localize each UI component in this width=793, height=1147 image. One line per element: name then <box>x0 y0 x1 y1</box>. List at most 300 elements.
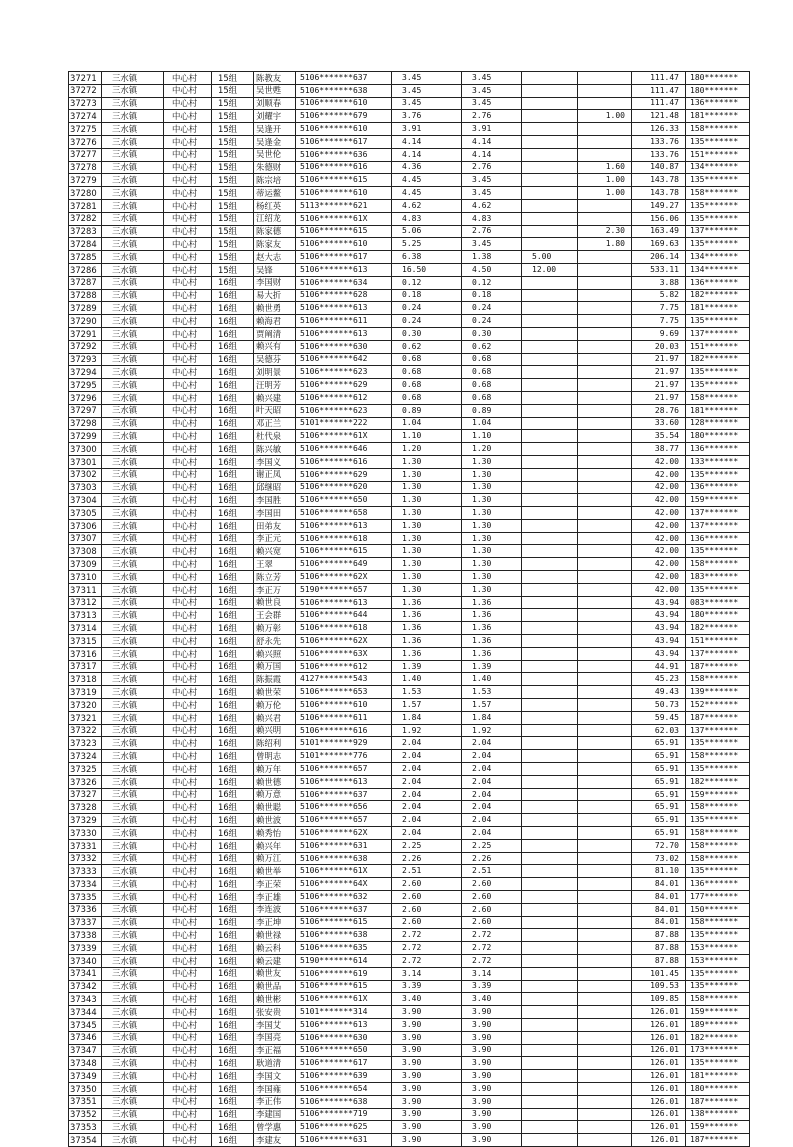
cell-serial-number: 37323 <box>69 737 102 750</box>
cell-group: 15组 <box>212 199 254 212</box>
cell-area-a: 3.45 <box>462 238 522 251</box>
cell-id-number: 5106*******613 <box>296 302 392 315</box>
cell-serial-number: 37322 <box>69 724 102 737</box>
cell-area-a: 1.92 <box>462 724 522 737</box>
cell-amount: 42.00 <box>632 481 686 494</box>
cell-total-area: 3.45 <box>392 84 462 97</box>
table-row <box>69 878 750 891</box>
cell-id-number: 5106*******611 <box>296 711 392 724</box>
cell-area-b <box>522 647 578 660</box>
cell-serial-number: 37271 <box>69 72 102 85</box>
cell-area-c <box>578 507 632 520</box>
cell-phone: 137******* <box>686 724 750 737</box>
cell-group: 16组 <box>212 827 254 840</box>
cell-id-number: 5106*******635 <box>296 942 392 955</box>
cell-town: 三水镇 <box>102 814 164 827</box>
cell-name: 刘明景 <box>254 366 296 379</box>
cell-id-number: 5106*******615 <box>296 225 392 238</box>
cell-town: 三水镇 <box>102 647 164 660</box>
cell-serial-number: 37345 <box>69 1018 102 1031</box>
cell-name: 赖兴有 <box>254 340 296 353</box>
cell-serial-number: 37306 <box>69 519 102 532</box>
cell-village: 中心村 <box>164 135 212 148</box>
cell-id-number: 5106*******613 <box>296 519 392 532</box>
cell-amount: 21.97 <box>632 353 686 366</box>
cell-total-area: 5.06 <box>392 225 462 238</box>
cell-village: 中心村 <box>164 686 212 699</box>
cell-town: 三水镇 <box>102 391 164 404</box>
cell-amount: 87.88 <box>632 929 686 942</box>
table-row <box>69 788 750 801</box>
cell-area-c <box>578 724 632 737</box>
cell-amount: 42.00 <box>632 545 686 558</box>
cell-group: 16组 <box>212 468 254 481</box>
data-sheet <box>68 71 750 1147</box>
cell-total-area: 1.30 <box>392 507 462 520</box>
cell-total-area: 1.36 <box>392 647 462 660</box>
table-row <box>69 366 750 379</box>
cell-amount: 42.00 <box>632 455 686 468</box>
cell-phone: 158******* <box>686 391 750 404</box>
cell-total-area: 0.68 <box>392 379 462 392</box>
cell-phone: 137******* <box>686 519 750 532</box>
cell-total-area: 0.24 <box>392 302 462 315</box>
cell-area-b <box>522 199 578 212</box>
cell-area-c <box>578 443 632 456</box>
cell-phone: 136******* <box>686 97 750 110</box>
cell-name: 田弟友 <box>254 519 296 532</box>
cell-group: 15组 <box>212 263 254 276</box>
cell-id-number: 5106*******616 <box>296 455 392 468</box>
cell-serial-number: 37331 <box>69 839 102 852</box>
cell-name: 刘顺春 <box>254 97 296 110</box>
cell-phone: 189******* <box>686 1018 750 1031</box>
cell-total-area: 3.90 <box>392 1095 462 1108</box>
cell-village: 中心村 <box>164 750 212 763</box>
table-row <box>69 609 750 622</box>
cell-area-c <box>578 1095 632 1108</box>
cell-id-number: 5106*******618 <box>296 622 392 635</box>
cell-name: 李国财 <box>254 276 296 289</box>
cell-area-c <box>578 571 632 584</box>
cell-serial-number: 37319 <box>69 686 102 699</box>
cell-name: 杜代泉 <box>254 430 296 443</box>
cell-serial-number: 37291 <box>69 327 102 340</box>
cell-group: 16组 <box>212 391 254 404</box>
cell-phone: 136******* <box>686 532 750 545</box>
cell-area-a: 1.36 <box>462 609 522 622</box>
cell-amount: 7.75 <box>632 315 686 328</box>
cell-area-a: 1.39 <box>462 660 522 673</box>
cell-id-number: 5106*******625 <box>296 1121 392 1134</box>
cell-phone: 158******* <box>686 750 750 763</box>
cell-village: 中心村 <box>164 545 212 558</box>
cell-area-b <box>522 289 578 302</box>
cell-town: 三水镇 <box>102 1057 164 1070</box>
table-row <box>69 174 750 187</box>
cell-area-a: 1.30 <box>462 507 522 520</box>
table-row <box>69 1057 750 1070</box>
cell-id-number: 5106*******653 <box>296 686 392 699</box>
cell-area-a: 0.30 <box>462 327 522 340</box>
table-row <box>69 507 750 520</box>
cell-area-a: 1.36 <box>462 596 522 609</box>
cell-area-a: 1.38 <box>462 251 522 264</box>
cell-area-c <box>578 212 632 225</box>
cell-total-area: 0.30 <box>392 327 462 340</box>
cell-amount: 126.01 <box>632 1134 686 1147</box>
cell-village: 中心村 <box>164 724 212 737</box>
cell-group: 15组 <box>212 72 254 85</box>
cell-name: 吴世甦 <box>254 84 296 97</box>
cell-area-c <box>578 967 632 980</box>
cell-amount: 21.97 <box>632 391 686 404</box>
cell-area-c <box>578 366 632 379</box>
table-row <box>69 814 750 827</box>
cell-total-area: 2.04 <box>392 763 462 776</box>
cell-serial-number: 37311 <box>69 583 102 596</box>
cell-group: 16组 <box>212 788 254 801</box>
cell-total-area: 1.30 <box>392 519 462 532</box>
cell-area-c <box>578 481 632 494</box>
cell-name: 赖世勇 <box>254 302 296 315</box>
cell-serial-number: 37341 <box>69 967 102 980</box>
cell-amount: 126.01 <box>632 1108 686 1121</box>
cell-name: 吴世伦 <box>254 148 296 161</box>
cell-amount: 33.60 <box>632 417 686 430</box>
cell-town: 三水镇 <box>102 353 164 366</box>
cell-area-a: 2.76 <box>462 161 522 174</box>
cell-serial-number: 37329 <box>69 814 102 827</box>
cell-area-a: 3.90 <box>462 1018 522 1031</box>
cell-amount: 533.11 <box>632 263 686 276</box>
cell-id-number: 5106*******616 <box>296 161 392 174</box>
cell-village: 中心村 <box>164 174 212 187</box>
cell-group: 15组 <box>212 123 254 136</box>
table-row <box>69 801 750 814</box>
cell-town: 三水镇 <box>102 788 164 801</box>
cell-total-area: 1.53 <box>392 686 462 699</box>
cell-phone: 151******* <box>686 340 750 353</box>
cell-area-b <box>522 980 578 993</box>
cell-id-number: 5106*******628 <box>296 289 392 302</box>
cell-serial-number: 37314 <box>69 622 102 635</box>
cell-area-a: 1.30 <box>462 571 522 584</box>
cell-amount: 126.01 <box>632 1082 686 1095</box>
cell-area-b <box>522 1095 578 1108</box>
cell-total-area: 2.60 <box>392 903 462 916</box>
cell-id-number: 5106*******620 <box>296 481 392 494</box>
cell-group: 15组 <box>212 251 254 264</box>
cell-village: 中心村 <box>164 468 212 481</box>
cell-serial-number: 37282 <box>69 212 102 225</box>
cell-area-a: 0.68 <box>462 353 522 366</box>
cell-town: 三水镇 <box>102 225 164 238</box>
cell-amount: 21.97 <box>632 379 686 392</box>
cell-town: 三水镇 <box>102 148 164 161</box>
cell-name: 易大折 <box>254 289 296 302</box>
cell-area-c <box>578 750 632 763</box>
cell-area-a: 4.50 <box>462 263 522 276</box>
cell-serial-number: 37273 <box>69 97 102 110</box>
cell-area-a: 2.72 <box>462 929 522 942</box>
cell-area-b <box>522 1044 578 1057</box>
cell-total-area: 2.51 <box>392 865 462 878</box>
cell-name: 赖云科 <box>254 942 296 955</box>
cell-id-number: 5106*******610 <box>296 699 392 712</box>
cell-area-a: 0.89 <box>462 404 522 417</box>
cell-area-a: 1.36 <box>462 635 522 648</box>
cell-village: 中心村 <box>164 711 212 724</box>
cell-name: 陈教友 <box>254 72 296 85</box>
cell-village: 中心村 <box>164 494 212 507</box>
cell-area-b <box>522 788 578 801</box>
cell-total-area: 4.83 <box>392 212 462 225</box>
cell-serial-number: 37316 <box>69 647 102 660</box>
cell-name: 赖世聪 <box>254 801 296 814</box>
cell-total-area: 1.92 <box>392 724 462 737</box>
cell-village: 中心村 <box>164 225 212 238</box>
cell-area-b <box>522 775 578 788</box>
cell-town: 三水镇 <box>102 327 164 340</box>
cell-serial-number: 37296 <box>69 391 102 404</box>
table-row <box>69 558 750 571</box>
cell-village: 中心村 <box>164 635 212 648</box>
cell-group: 16组 <box>212 1057 254 1070</box>
cell-name: 曾明志 <box>254 750 296 763</box>
cell-id-number: 5106*******62X <box>296 827 392 840</box>
table-row <box>69 954 750 967</box>
cell-area-a: 3.90 <box>462 1031 522 1044</box>
cell-village: 中心村 <box>164 954 212 967</box>
cell-name: 王会群 <box>254 609 296 622</box>
cell-area-a: 3.90 <box>462 1134 522 1147</box>
cell-area-a: 1.84 <box>462 711 522 724</box>
cell-group: 15组 <box>212 187 254 200</box>
table-row <box>69 827 750 840</box>
cell-name: 张安贵 <box>254 1006 296 1019</box>
cell-amount: 50.73 <box>632 699 686 712</box>
cell-total-area: 1.36 <box>392 635 462 648</box>
cell-phone: 135******* <box>686 737 750 750</box>
cell-group: 16组 <box>212 532 254 545</box>
cell-phone: 182******* <box>686 353 750 366</box>
cell-group: 16组 <box>212 353 254 366</box>
cell-total-area: 3.90 <box>392 1057 462 1070</box>
cell-area-a: 2.60 <box>462 903 522 916</box>
cell-phone: 135******* <box>686 212 750 225</box>
cell-amount: 206.14 <box>632 251 686 264</box>
cell-name: 赖云建 <box>254 954 296 967</box>
cell-village: 中心村 <box>164 942 212 955</box>
cell-town: 三水镇 <box>102 481 164 494</box>
cell-amount: 84.01 <box>632 903 686 916</box>
cell-group: 16组 <box>212 635 254 648</box>
cell-area-c <box>578 891 632 904</box>
cell-name: 赖兴照 <box>254 647 296 660</box>
cell-name: 赖世品 <box>254 980 296 993</box>
cell-town: 三水镇 <box>102 302 164 315</box>
cell-village: 中心村 <box>164 404 212 417</box>
cell-total-area: 1.84 <box>392 711 462 724</box>
cell-name: 赖兴宽 <box>254 545 296 558</box>
cell-area-a: 1.30 <box>462 532 522 545</box>
table-row <box>69 737 750 750</box>
cell-town: 三水镇 <box>102 545 164 558</box>
table-row <box>69 1070 750 1083</box>
cell-serial-number: 37284 <box>69 238 102 251</box>
cell-serial-number: 37318 <box>69 673 102 686</box>
cell-town: 三水镇 <box>102 954 164 967</box>
cell-village: 中心村 <box>164 1031 212 1044</box>
cell-name: 赖万江 <box>254 852 296 865</box>
cell-area-a: 2.04 <box>462 814 522 827</box>
cell-name: 陈家德 <box>254 225 296 238</box>
cell-group: 16组 <box>212 839 254 852</box>
cell-total-area: 1.30 <box>392 532 462 545</box>
cell-id-number: 5106*******612 <box>296 660 392 673</box>
cell-total-area: 3.39 <box>392 980 462 993</box>
table-row <box>69 903 750 916</box>
cell-id-number: 5106*******636 <box>296 148 392 161</box>
cell-village: 中心村 <box>164 583 212 596</box>
cell-area-c <box>578 1070 632 1083</box>
cell-area-b <box>522 302 578 315</box>
cell-group: 16组 <box>212 379 254 392</box>
cell-id-number: 5106*******613 <box>296 596 392 609</box>
cell-id-number: 5106*******719 <box>296 1108 392 1121</box>
cell-area-a: 1.30 <box>462 481 522 494</box>
table-row <box>69 225 750 238</box>
cell-town: 三水镇 <box>102 660 164 673</box>
cell-phone: 152******* <box>686 699 750 712</box>
cell-area-b <box>522 558 578 571</box>
cell-amount: 65.91 <box>632 750 686 763</box>
cell-village: 中心村 <box>164 161 212 174</box>
cell-group: 16组 <box>212 686 254 699</box>
cell-town: 三水镇 <box>102 366 164 379</box>
cell-area-b <box>522 954 578 967</box>
cell-amount: 42.00 <box>632 571 686 584</box>
cell-total-area: 3.90 <box>392 1134 462 1147</box>
cell-area-a: 3.90 <box>462 1006 522 1019</box>
cell-id-number: 5106*******615 <box>296 545 392 558</box>
cell-area-c <box>578 1134 632 1147</box>
cell-name: 赖兴君 <box>254 711 296 724</box>
cell-serial-number: 37347 <box>69 1044 102 1057</box>
cell-area-b <box>522 123 578 136</box>
cell-phone: 182******* <box>686 622 750 635</box>
table-row <box>69 865 750 878</box>
cell-name: 李国田 <box>254 507 296 520</box>
cell-area-c <box>578 135 632 148</box>
cell-group: 16组 <box>212 558 254 571</box>
cell-town: 三水镇 <box>102 1121 164 1134</box>
cell-area-b <box>522 865 578 878</box>
table-row <box>69 1082 750 1095</box>
cell-area-b <box>522 468 578 481</box>
cell-phone: 158******* <box>686 852 750 865</box>
cell-phone: 187******* <box>686 1095 750 1108</box>
cell-amount: 65.91 <box>632 814 686 827</box>
cell-amount: 65.91 <box>632 775 686 788</box>
cell-phone: 135******* <box>686 238 750 251</box>
cell-total-area: 1.10 <box>392 430 462 443</box>
cell-amount: 81.10 <box>632 865 686 878</box>
cell-phone: 135******* <box>686 980 750 993</box>
cell-area-b <box>522 583 578 596</box>
cell-total-area: 0.18 <box>392 289 462 302</box>
cell-id-number: 5106*******650 <box>296 494 392 507</box>
cell-area-b <box>522 801 578 814</box>
table-row <box>69 942 750 955</box>
cell-group: 16组 <box>212 724 254 737</box>
cell-total-area: 1.30 <box>392 583 462 596</box>
cell-phone: 181******* <box>686 404 750 417</box>
cell-area-a: 2.60 <box>462 891 522 904</box>
cell-area-b <box>522 417 578 430</box>
cell-area-a: 0.24 <box>462 315 522 328</box>
cell-id-number: 5106*******649 <box>296 558 392 571</box>
cell-town: 三水镇 <box>102 238 164 251</box>
cell-area-b <box>522 737 578 750</box>
table-row <box>69 967 750 980</box>
cell-id-number: 5106*******637 <box>296 903 392 916</box>
cell-phone: 180******* <box>686 1082 750 1095</box>
cell-total-area: 2.72 <box>392 954 462 967</box>
cell-name: 赖世禄 <box>254 929 296 942</box>
cell-village: 中心村 <box>164 916 212 929</box>
cell-amount: 43.94 <box>632 635 686 648</box>
cell-serial-number: 37353 <box>69 1121 102 1134</box>
cell-area-a: 2.04 <box>462 788 522 801</box>
cell-total-area: 1.40 <box>392 673 462 686</box>
cell-area-c <box>578 494 632 507</box>
cell-town: 三水镇 <box>102 84 164 97</box>
cell-group: 16组 <box>212 750 254 763</box>
cell-area-c: 1.00 <box>578 110 632 123</box>
cell-amount: 169.63 <box>632 238 686 251</box>
cell-phone: 187******* <box>686 660 750 673</box>
cell-village: 中心村 <box>164 1044 212 1057</box>
cell-town: 三水镇 <box>102 174 164 187</box>
cell-phone: 135******* <box>686 763 750 776</box>
cell-group: 16组 <box>212 878 254 891</box>
cell-village: 中心村 <box>164 558 212 571</box>
cell-area-c <box>578 72 632 85</box>
cell-area-c <box>578 455 632 468</box>
table-row <box>69 1044 750 1057</box>
cell-amount: 111.47 <box>632 97 686 110</box>
cell-area-a: 3.45 <box>462 187 522 200</box>
cell-serial-number: 37327 <box>69 788 102 801</box>
table-row <box>69 84 750 97</box>
cell-group: 16组 <box>212 916 254 929</box>
cell-area-a: 1.30 <box>462 583 522 596</box>
cell-town: 三水镇 <box>102 97 164 110</box>
cell-serial-number: 37342 <box>69 980 102 993</box>
cell-name: 李建友 <box>254 1134 296 1147</box>
cell-area-b <box>522 225 578 238</box>
cell-serial-number: 37334 <box>69 878 102 891</box>
cell-town: 三水镇 <box>102 711 164 724</box>
cell-serial-number: 37338 <box>69 929 102 942</box>
cell-area-b <box>522 391 578 404</box>
cell-area-c <box>578 609 632 622</box>
table-row <box>69 750 750 763</box>
cell-area-b <box>522 724 578 737</box>
table-row <box>69 123 750 136</box>
